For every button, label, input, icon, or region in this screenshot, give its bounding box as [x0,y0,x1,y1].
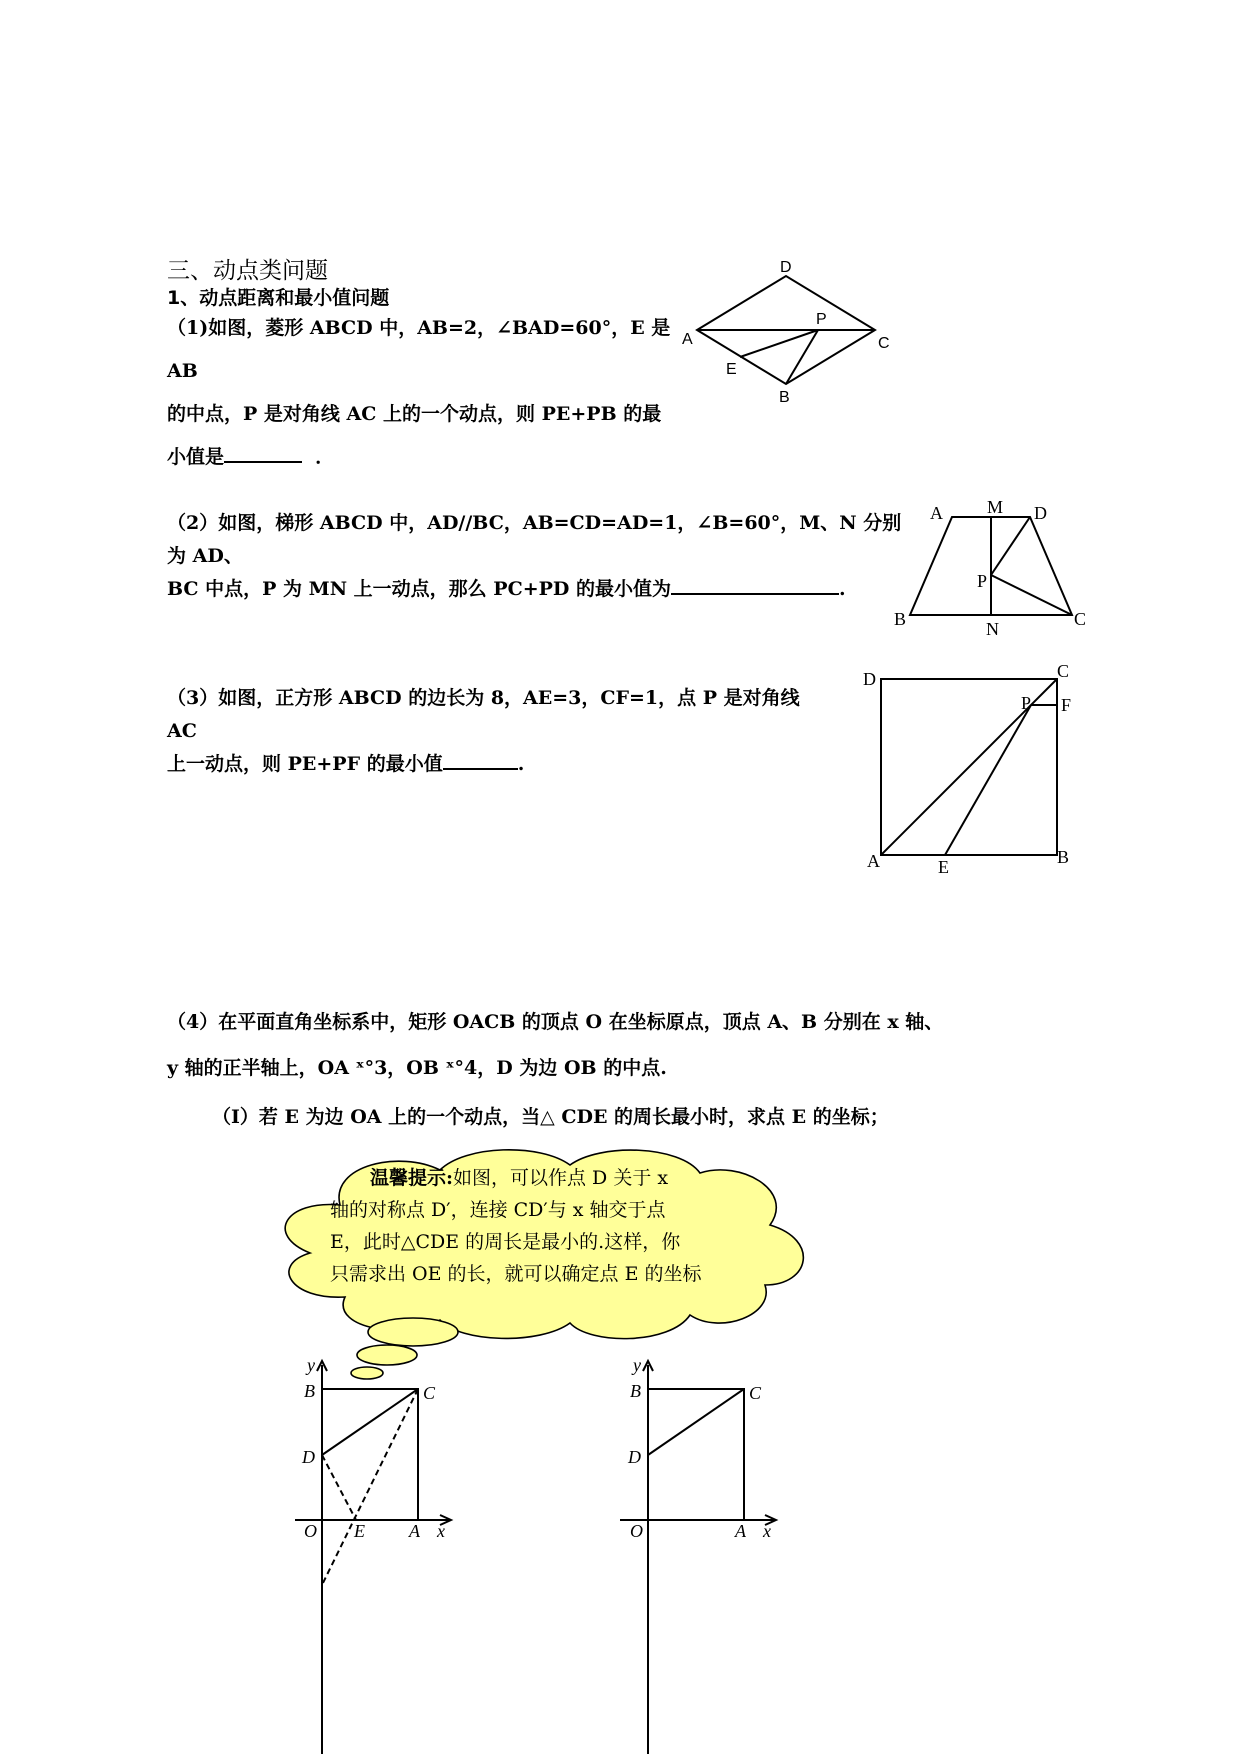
rhombus-figure [670,250,910,410]
label-b: B [630,1381,641,1401]
label-a: A [735,1521,746,1541]
segment-pd [991,517,1030,575]
label-b: B [779,389,790,406]
label-c: C [749,1383,762,1403]
hint-line-3: E，此时△CDE 的周长是最小的.这样，你 [330,1231,681,1253]
segment-pe [740,330,818,357]
label-n: N [986,619,999,639]
label-b: B [894,609,907,629]
problem-3-text [167,682,827,781]
label-y: y [633,1355,641,1375]
answer-blank-2 [671,575,839,595]
coordinate-graph-2 [615,1355,785,1754]
label-c: C [878,335,890,352]
problem-1-end: ． [315,446,335,468]
problem-3-line-2: 上一动点，则 PE+PF 的最小值 [167,753,443,775]
label-d: D [1034,503,1047,523]
label-p: P [1021,693,1032,713]
label-a: A [930,503,943,523]
problem-2-line-1: （2）如图，梯形 ABCD 中，AD//BC，AB=CD=AD=1，∠B=60°，M、N 分别为 AD、 [167,512,902,567]
problem-4-line-2: y 轴的正半轴上，OA ˣ°3，OB ˣ°4，D 为边 OB 的中点. [167,1057,667,1079]
rectangle-oacb [648,1389,744,1520]
hint-label: 温馨提示: [370,1167,454,1189]
label-p: P [816,311,827,328]
problem-2-text [167,507,907,606]
label-p: P [977,571,988,591]
label-c: C [1074,609,1087,629]
label-e: E [726,361,737,378]
label-c: C [423,1383,436,1403]
label-e: E [938,857,949,877]
subsection-title: 1、动点距离和最小值问题 [167,287,390,309]
problem-1-line-2: 的中点，P 是对角线 AC 上的一个动点，则 PE+PB 的最 [167,403,662,425]
answer-blank-1 [224,443,302,463]
label-c: C [1057,661,1070,681]
segment-dc [322,1389,418,1455]
segment-pe [945,705,1031,855]
label-x: x [763,1521,771,1541]
problem-1-line-1: （1)如图，菱形 ABCD 中，AB=2，∠BAD=60°，E 是 AB [167,317,671,382]
cloud-bubble-large [368,1318,458,1346]
segment-dc [648,1389,744,1455]
answer-blank-3 [443,750,518,770]
label-e: E [354,1521,365,1541]
segment-cd-prime [322,1389,418,1585]
label-b: B [1057,847,1070,867]
segment-pb [786,330,818,384]
problem-4-part-1: （Ⅰ）若 E 为边 OA 上的一个动点，当△ CDE 的周长最小时，求点 E 的坐标； [212,1106,889,1128]
rectangle-oacb [322,1389,418,1520]
label-a: A [409,1521,420,1541]
problem-1-line-3: 小值是 [167,446,225,468]
label-y: y [307,1355,315,1375]
problem-4-line-1: （4）在平面直角坐标系中，矩形 OACB 的顶点 O 在坐标原点，顶点 A、B 分别在 x 轴、 [167,1011,944,1033]
segment-pc [991,575,1072,615]
hint-line-4: 只需求出 OE 的长，就可以确定点 E 的坐标 [330,1263,702,1285]
label-a: A [682,331,693,348]
problem-2-line-2: BC 中点，P 为 MN 上一动点，那么 PC+PD 的最小值为 [167,578,672,600]
problem-3-end: . [517,753,525,775]
trapezoid-figure [890,495,1100,645]
hint-line-2: 轴的对称点 D′，连接 CD′与 x 轴交于点 [330,1199,666,1221]
label-o: O [630,1521,643,1541]
label-m: M [987,497,1004,517]
label-o: O [304,1521,317,1541]
label-d: D [863,669,876,689]
label-d: D [628,1447,641,1467]
hint-line-1: 如图，可以作点 D 关于 x [453,1167,669,1189]
section-title: 三、动点类问题 [167,258,328,284]
problem-1-text [167,307,687,479]
label-x: x [437,1521,445,1541]
coordinate-graph-1 [290,1355,460,1754]
label-d: D [780,259,792,276]
hint-text [330,1162,750,1290]
label-b: B [304,1381,315,1401]
square-figure [855,655,1085,885]
segment-de [322,1455,356,1520]
label-d: D [302,1447,315,1467]
label-a: A [867,851,880,871]
problem-2-end: . [839,578,846,600]
problem-3-line-1: （3）如图，正方形 ABCD 的边长为 8，AE=3，CF=1，点 P 是对角线 AC [167,687,800,742]
label-f: F [1061,695,1072,715]
